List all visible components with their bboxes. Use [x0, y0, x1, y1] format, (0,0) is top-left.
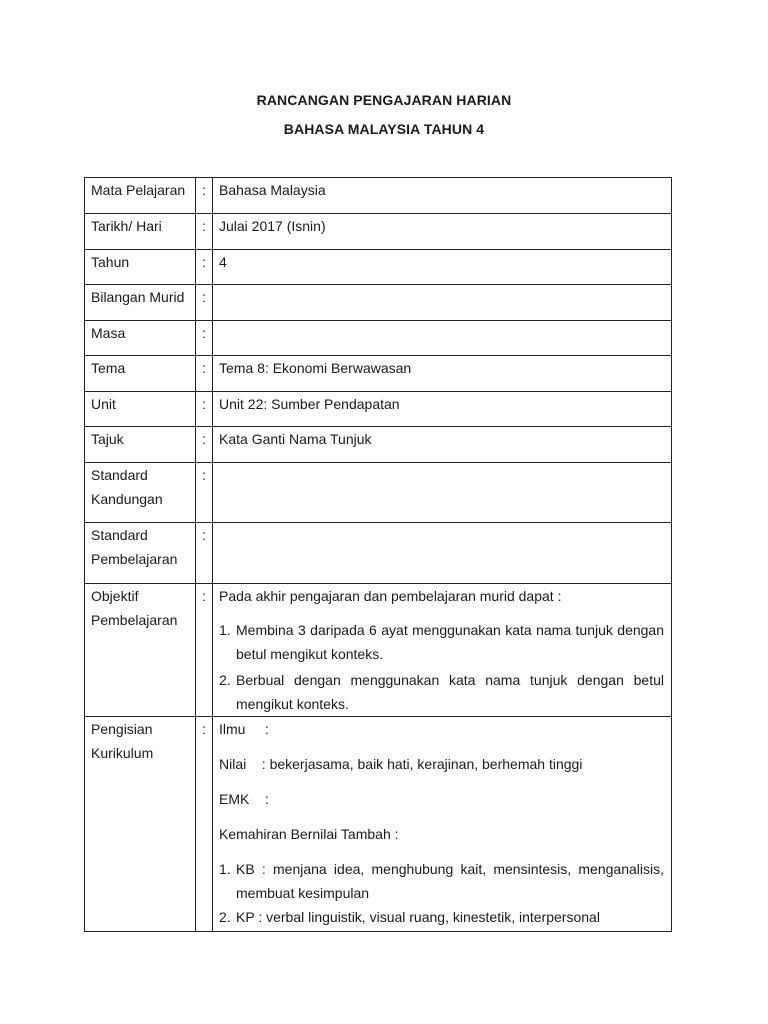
document-subtitle: BAHASA MALAYSIA TAHUN 4 — [283, 121, 485, 137]
value-objektif-pembelajaran — [213, 584, 672, 717]
label-objektif-pembelajaran — [85, 584, 196, 717]
value-tajuk: Kata Ganti Nama Tunjuk — [213, 427, 672, 463]
label-line: Pengisian — [91, 721, 153, 737]
row-standard-pembelajaran — [85, 523, 672, 584]
list-item — [219, 857, 664, 905]
colon: : — [196, 717, 213, 932]
list-item-number: 1. — [219, 861, 231, 877]
row-tajuk — [85, 427, 672, 463]
label-line: Pembelajaran — [91, 551, 178, 567]
label-line: Kandungan — [91, 491, 163, 507]
row-pengisian-kurikulum — [85, 717, 672, 932]
value-masa — [213, 321, 672, 356]
document-title: RANCANGAN PENGAJARAN HARIAN — [256, 92, 512, 108]
label-masa: Masa — [85, 321, 196, 356]
row-masa — [85, 321, 672, 356]
colon: : — [196, 356, 213, 392]
value-unit: Unit 22: Sumber Pendapatan — [213, 392, 672, 427]
value-bilangan-murid — [213, 285, 672, 321]
label-pengisian-kurikulum — [85, 717, 196, 932]
colon: : — [196, 321, 213, 356]
list-item — [219, 905, 664, 929]
row-unit — [85, 392, 672, 427]
list-item-text: KP : verbal linguistik, visual ruang, kinestetik, interpersonal — [236, 909, 600, 925]
value-tema: Tema 8: Ekonomi Berwawasan — [213, 356, 672, 392]
colon: : — [196, 463, 213, 523]
label-line: Pembelajaran — [91, 612, 178, 628]
label-mata-pelajaran: Mata Pelajaran — [85, 178, 196, 214]
list-item-text: Membina 3 daripada 6 ayat menggunakan kata nama tunjuk dengan betul mengikut konteks. — [236, 622, 664, 662]
label-standard-kandungan — [85, 463, 196, 523]
list-item-number: 1. — [219, 622, 231, 638]
row-tema — [85, 356, 672, 392]
objektif-intro: Pada akhir pengajaran dan pembelajaran murid dapat : — [219, 588, 562, 604]
colon: : — [196, 214, 213, 250]
colon: : — [196, 427, 213, 463]
list-item-number: 2. — [219, 909, 231, 925]
row-bilangan-murid — [85, 285, 672, 321]
kemahiran-list — [219, 857, 664, 929]
label-bilangan-murid: Bilangan Murid — [85, 285, 196, 321]
value-mata-pelajaran: Bahasa Malaysia — [213, 178, 672, 214]
list-item-text: Berbual dengan menggunakan kata nama tunjuk dengan betul mengikut konteks. — [236, 672, 664, 712]
value-standard-pembelajaran — [213, 523, 672, 584]
label-tajuk: Tajuk — [85, 427, 196, 463]
value-pengisian-kurikulum — [213, 717, 672, 932]
colon: : — [196, 584, 213, 717]
lesson-plan-table — [84, 177, 672, 932]
row-standard-kandungan — [85, 463, 672, 523]
colon: : — [196, 392, 213, 427]
row-mata-pelajaran — [85, 178, 672, 214]
colon: : — [196, 523, 213, 584]
pengisian-kemahiran: Kemahiran Bernilai Tambah : — [219, 826, 399, 842]
list-item-text: KB : menjana idea, menghubung kait, mensintesis, menganalisis, membuat kesimpulan — [236, 861, 664, 901]
colon: : — [196, 250, 213, 285]
row-tarikh — [85, 214, 672, 250]
row-tahun — [85, 250, 672, 285]
list-item-number: 2. — [219, 672, 231, 688]
label-standard-pembelajaran — [85, 523, 196, 584]
label-line: Standard — [91, 467, 148, 483]
label-tema: Tema — [85, 356, 196, 392]
label-line: Standard — [91, 527, 148, 543]
label-tarikh: Tarikh/ Hari — [85, 214, 196, 250]
label-line: Kurikulum — [91, 745, 154, 761]
pengisian-nilai: Nilai : bekerjasama, baik hati, kerajinan, berhemah tinggi — [219, 756, 583, 772]
objektif-list — [219, 618, 664, 716]
value-tarikh: Julai 2017 (Isnin) — [213, 214, 672, 250]
label-tahun: Tahun — [85, 250, 196, 285]
row-objektif-pembelajaran — [85, 584, 672, 717]
value-standard-kandungan — [213, 463, 672, 523]
list-item — [219, 618, 664, 666]
label-line: Objektif — [91, 588, 139, 604]
label-unit: Unit — [85, 392, 196, 427]
pengisian-emk: EMK : — [219, 791, 269, 807]
colon: : — [196, 178, 213, 214]
list-item — [219, 668, 664, 716]
pengisian-ilmu: Ilmu : — [219, 721, 269, 737]
value-tahun: 4 — [213, 250, 672, 285]
colon: : — [196, 285, 213, 321]
